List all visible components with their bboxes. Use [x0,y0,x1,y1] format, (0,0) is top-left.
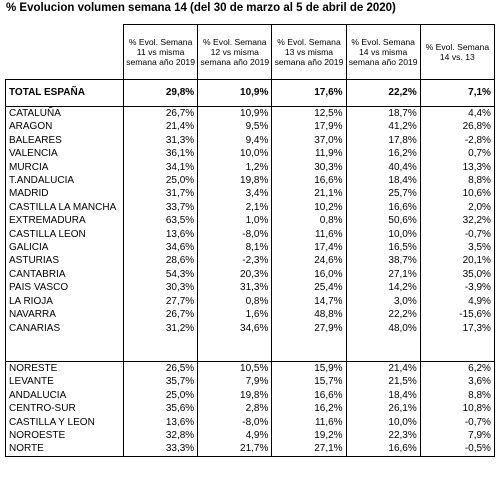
spacer-cell [272,335,346,348]
cell-value: 3,0% [346,295,420,308]
cell-value: 7,1% [420,80,494,107]
spacer-cell [124,348,198,362]
zone-row [6,416,495,429]
cell-value: -15,6% [420,308,494,321]
region-row [6,120,495,133]
cell-value: 41,2% [346,120,420,133]
cell-value: -0,7% [420,416,494,429]
region-row [6,161,495,174]
cell-value: 15,9% [272,361,346,375]
cell-value: -8,0% [198,228,272,241]
cell-value: 34,1% [124,161,198,174]
row-label: NORESTE [6,361,124,375]
cell-value: 7,9% [198,375,272,388]
row-label: TOTAL ESPAÑA [6,80,124,107]
region-row [6,322,495,335]
row-label: LA RIOJA [6,295,124,308]
cell-value: 11,6% [272,416,346,429]
row-label: EXTREMADURA [6,214,124,227]
cell-value: 19,8% [198,389,272,402]
cell-value: 32,2% [420,214,494,227]
row-label: CASTILLA Y LEON [6,416,124,429]
cell-value: 19,2% [272,429,346,442]
cell-value: 30,3% [272,161,346,174]
column-header: % Evol. Semana 12 vs misma semana año 2019 [198,25,272,80]
cell-value: 28,6% [124,254,198,267]
page-title: % Evolucion volumen semana 14 (del 30 de marzo al 5 de abril de 2020) [6,2,396,14]
cell-value: 10,0% [198,147,272,160]
zone-row [6,442,495,456]
cell-value: 34,6% [124,241,198,254]
cell-value: 11,6% [272,228,346,241]
cell-value: 50,6% [346,214,420,227]
cell-value: 16,5% [346,241,420,254]
cell-value: 10,2% [272,201,346,214]
region-row [6,201,495,214]
cell-value: 40,4% [346,161,420,174]
cell-value: 17,3% [420,322,494,335]
row-label: GALICIA [6,241,124,254]
cell-value: 33,7% [124,201,198,214]
spacer-cell [346,348,420,362]
cell-value: -3,9% [420,281,494,294]
cell-value: 21,4% [346,361,420,375]
cell-value: 21,4% [124,120,198,133]
cell-value: 26,7% [124,308,198,321]
cell-value: 10,0% [346,416,420,429]
zone-row [6,361,495,375]
cell-value: 32,8% [124,429,198,442]
cell-value: 18,7% [346,107,420,121]
cell-value: 16,6% [272,389,346,402]
cell-value: 8,8% [420,389,494,402]
cell-value: 29,8% [124,80,198,107]
cell-value: 37,0% [272,134,346,147]
cell-value: 38,7% [346,254,420,267]
cell-value: 21,7% [198,442,272,456]
cell-value: 48,0% [346,322,420,335]
spacer-cell [198,335,272,348]
cell-value: 13,6% [124,416,198,429]
cell-value: 30,3% [124,281,198,294]
cell-value: 10,9% [198,80,272,107]
cell-value: 35,6% [124,402,198,415]
cell-value: 4,9% [420,295,494,308]
row-label: CANTABRIA [6,268,124,281]
cell-value: 27,1% [346,268,420,281]
column-header: % Evol. Semana 13 vs misma semana año 2019 [272,25,346,80]
cell-value: 20,3% [198,268,272,281]
region-row [6,174,495,187]
cell-value: 63,5% [124,214,198,227]
spacer-row [6,348,495,362]
cell-value: 22,3% [346,429,420,442]
cell-value: 25,4% [272,281,346,294]
region-row [6,228,495,241]
spacer-cell [6,335,124,348]
region-row [6,134,495,147]
cell-value: 27,7% [124,295,198,308]
cell-value: 25,7% [346,187,420,200]
cell-value: 10,6% [420,187,494,200]
evolution-table [5,24,495,457]
cell-value: 25,0% [124,389,198,402]
region-row [6,308,495,321]
cell-value: -0,5% [420,442,494,456]
spacer-cell [346,335,420,348]
zone-row [6,402,495,415]
cell-value: 18,4% [346,174,420,187]
region-row [6,241,495,254]
cell-value: 16,0% [272,268,346,281]
region-row [6,187,495,200]
cell-value: 10,9% [198,107,272,121]
row-label: NAVARRA [6,308,124,321]
cell-value: 12,5% [272,107,346,121]
row-label: CASTILLA LEON [6,228,124,241]
cell-value: 17,6% [272,80,346,107]
region-row [6,107,495,121]
cell-value: 17,4% [272,241,346,254]
row-label: T.ANDALUCIA [6,174,124,187]
cell-value: 34,6% [198,322,272,335]
cell-value: 25,0% [124,174,198,187]
spacer-cell [6,348,124,362]
cell-value: 11,9% [272,147,346,160]
row-label: LEVANTE [6,375,124,388]
cell-value: -2,8% [420,134,494,147]
cell-value: 1,0% [198,214,272,227]
cell-value: 16,6% [346,201,420,214]
cell-value: 31,2% [124,322,198,335]
cell-value: 21,1% [272,187,346,200]
row-label: MURCIA [6,161,124,174]
cell-value: 0,8% [272,214,346,227]
spacer-cell [124,335,198,348]
cell-value: 54,3% [124,268,198,281]
cell-value: 17,9% [272,120,346,133]
cell-value: 36,1% [124,147,198,160]
spacer-cell [420,348,494,362]
cell-value: 4,4% [420,107,494,121]
cell-value: 18,4% [346,389,420,402]
cell-value: 2,1% [198,201,272,214]
column-header: % Evol. Semana 14 vs misma semana año 2019 [346,25,420,80]
cell-value: 26,5% [124,361,198,375]
cell-value: 0,8% [198,295,272,308]
header-corner [6,25,124,80]
region-row [6,147,495,160]
cell-value: 2,0% [420,201,494,214]
region-row [6,214,495,227]
cell-value: 8,1% [198,241,272,254]
cell-value: 4,9% [198,429,272,442]
cell-value: 2,8% [198,402,272,415]
cell-value: 15,7% [272,375,346,388]
cell-value: 10,0% [346,228,420,241]
zone-row [6,389,495,402]
total-row [6,80,495,107]
cell-value: 14,2% [346,281,420,294]
row-label: BALEARES [6,134,124,147]
cell-value: 1,6% [198,308,272,321]
column-header: % Evol. Semana 11 vs misma semana año 2019 [124,25,198,80]
cell-value: 35,7% [124,375,198,388]
cell-value: 22,2% [346,80,420,107]
cell-value: -2,3% [198,254,272,267]
cell-value: 3,5% [420,241,494,254]
cell-value: 10,5% [198,361,272,375]
row-label: CATALUÑA [6,107,124,121]
row-label: MADRID [6,187,124,200]
cell-value: 19,8% [198,174,272,187]
row-label: PAIS VASCO [6,281,124,294]
cell-value: 26,8% [420,120,494,133]
region-row [6,268,495,281]
cell-value: -0,7% [420,228,494,241]
spacer-cell [272,348,346,362]
cell-value: 7,9% [420,429,494,442]
cell-value: 26,7% [124,107,198,121]
cell-value: 27,1% [272,442,346,456]
cell-value: 3,4% [198,187,272,200]
spacer-row [6,335,495,348]
cell-value: 48,8% [272,308,346,321]
row-label: ASTURIAS [6,254,124,267]
row-label: ARAGON [6,120,124,133]
cell-value: 13,6% [124,228,198,241]
row-label: CASTILLA LA MANCHA [6,201,124,214]
cell-value: 26,1% [346,402,420,415]
cell-value: 33,3% [124,442,198,456]
cell-value: 16,2% [272,402,346,415]
cell-value: 14,7% [272,295,346,308]
cell-value: 16,2% [346,147,420,160]
spacer-cell [198,348,272,362]
cell-value: 3,6% [420,375,494,388]
cell-value: 27,9% [272,322,346,335]
column-header: % Evol. Semana 14 vs. 13 [420,25,494,80]
region-row [6,295,495,308]
header-row [6,25,495,80]
cell-value: 16,6% [346,442,420,456]
row-label: CANARIAS [6,322,124,335]
zone-row [6,375,495,388]
cell-value: 22,2% [346,308,420,321]
cell-value: 9,4% [198,134,272,147]
cell-value: 8,8% [420,174,494,187]
cell-value: 17,8% [346,134,420,147]
cell-value: 24,6% [272,254,346,267]
cell-value: 31,3% [198,281,272,294]
cell-value: 21,5% [346,375,420,388]
zone-row [6,429,495,442]
row-label: ANDALUCIA [6,389,124,402]
cell-value: 6,2% [420,361,494,375]
cell-value: 16,6% [272,174,346,187]
row-label: CENTRO-SUR [6,402,124,415]
cell-value: 10,8% [420,402,494,415]
row-label: NOROESTE [6,429,124,442]
cell-value: 13,3% [420,161,494,174]
cell-value: 9,5% [198,120,272,133]
cell-value: -8,0% [198,416,272,429]
cell-value: 31,3% [124,134,198,147]
region-row [6,254,495,267]
spacer-cell [420,335,494,348]
row-label: NORTE [6,442,124,456]
row-label: VALENCIA [6,147,124,160]
cell-value: 20,1% [420,254,494,267]
cell-value: 1,2% [198,161,272,174]
cell-value: 0,7% [420,147,494,160]
cell-value: 35,0% [420,268,494,281]
cell-value: 31,7% [124,187,198,200]
region-row [6,281,495,294]
